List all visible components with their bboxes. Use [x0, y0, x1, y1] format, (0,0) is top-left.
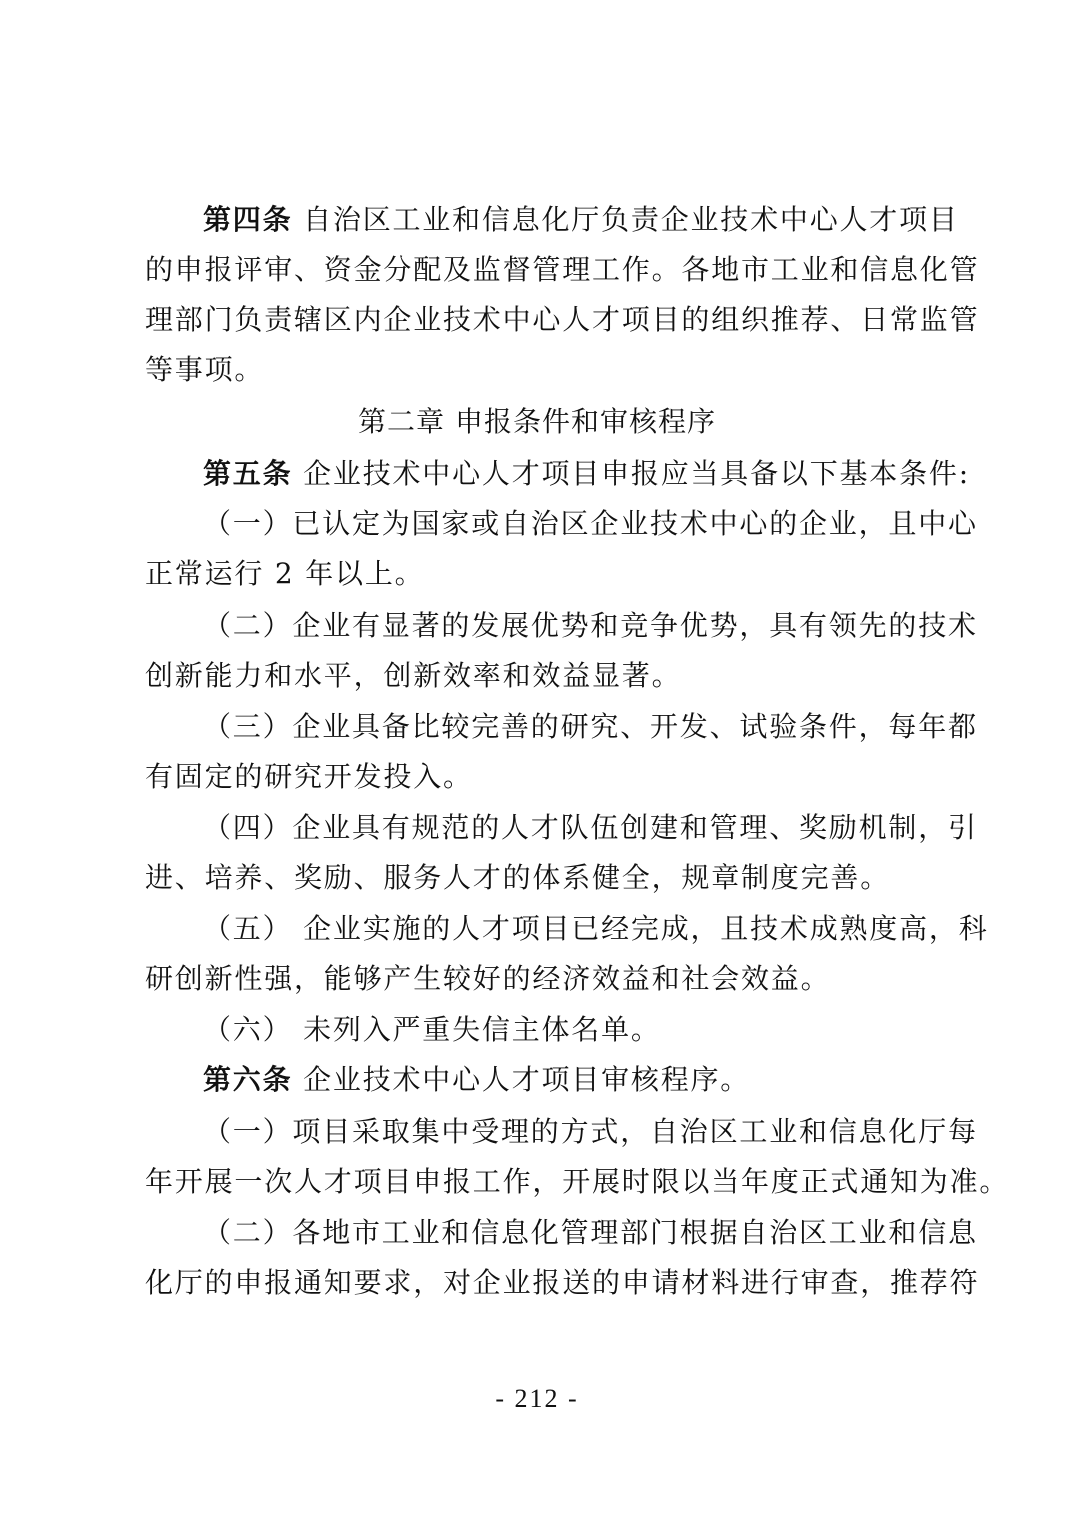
article5-item-2-line-1: （二）企业有显著的发展优势和竞争优势，具有领先的技术	[203, 609, 978, 642]
article5-item-5-line-2: 研创新性强，能够产生较好的经济效益和社会效益。	[145, 962, 831, 995]
article6-text: 企业技术中心人才项目审核程序。	[303, 1063, 751, 1096]
page-number: - 212 -	[495, 1384, 579, 1413]
article5-text: 企业技术中心人才项目申报应当具备以下基本条件:	[303, 457, 970, 490]
article5-item-5-line-1: （五） 企业实施的人才项目已经完成，且技术成熟度高，科	[203, 912, 989, 945]
article5-item-6-line-1: （六） 未列入严重失信主体名单。	[203, 1013, 661, 1046]
article5-item-1-line-2: 正常运行 2 年以上。	[145, 557, 425, 590]
article4-line-3: 理部门负责辖区内企业技术中心人才项目的组织推荐、日常监管	[145, 303, 980, 336]
article6-item-1-line-2: 年开展一次人才项目申报工作，开展时限以当年度正式通知为准。	[145, 1165, 1010, 1198]
article4-first-line	[203, 203, 959, 237]
article5-first-line	[203, 457, 970, 491]
article6-first-line	[203, 1063, 940, 1097]
article6-item-1-line-1: （一）项目采取集中受理的方式，自治区工业和信息化厅每	[203, 1115, 978, 1148]
article5-item-4-line-1: （四）企业具有规范的人才队伍创建和管理、奖励机制，引	[203, 811, 978, 844]
article5-item-3-line-1: （三）企业具备比较完善的研究、开发、试验条件，每年都	[203, 710, 978, 743]
article5-label: 第五条	[203, 457, 293, 490]
article5-item-3-line-2: 有固定的研究开发投入。	[145, 760, 473, 793]
article4-label: 第四条	[203, 203, 293, 236]
article4-text: 自治区工业和信息化厅负责企业技术中心人才项目	[303, 203, 959, 236]
article4-line-4: 等事项。	[145, 353, 265, 386]
article4-line-2: 的申报评审、资金分配及监督管理工作。各地市工业和信息化管	[145, 253, 980, 286]
article6-item-2-line-1: （二）各地市工业和信息化管理部门根据自治区工业和信息	[203, 1216, 978, 1249]
article6-label: 第六条	[203, 1063, 293, 1096]
article5-item-1-line-1: （一）已认定为国家或自治区企业技术中心的企业，且中心	[203, 507, 978, 540]
article5-item-2-line-2: 创新能力和水平，创新效率和效益显著。	[145, 659, 682, 692]
chapter-heading: 第二章 申报条件和审核程序	[358, 405, 716, 438]
article5-item-4-line-2: 进、培养、奖励、服务人才的体系健全，规章制度完善。	[145, 861, 891, 894]
article6-item-2-line-2: 化厅的申报通知要求，对企业报送的申请材料进行审查，推荐符	[145, 1266, 980, 1299]
